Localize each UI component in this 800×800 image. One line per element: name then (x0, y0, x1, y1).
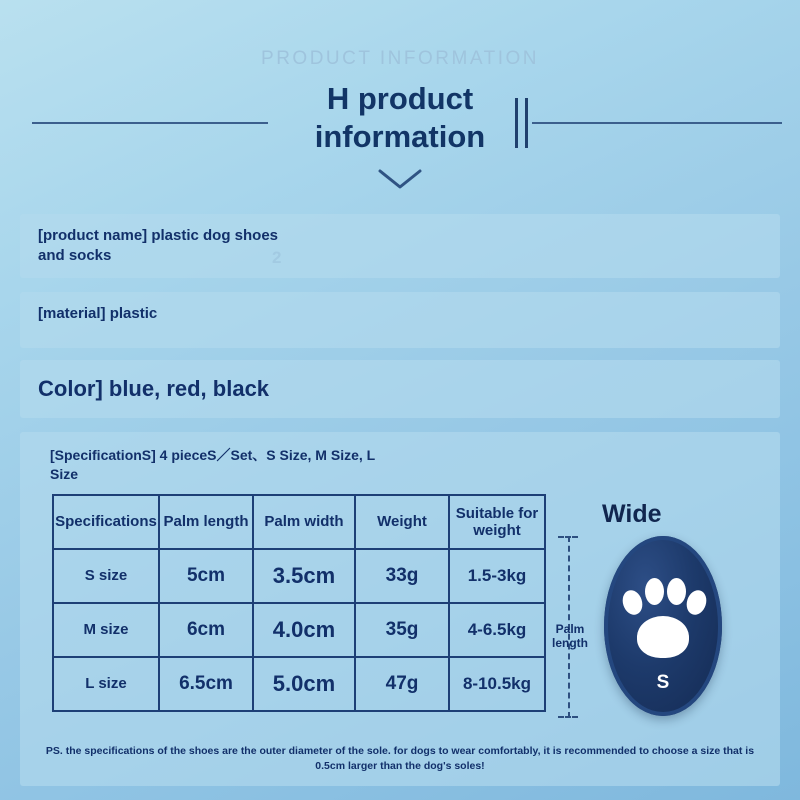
product-name-band (20, 214, 780, 278)
color-text: Color] blue, red, black (38, 376, 270, 402)
specifications-table (52, 494, 546, 712)
cell-suitable-l: 8-10.5kg (449, 657, 545, 711)
th-suitable-for-weight: Suitable for weight (449, 495, 545, 549)
th-specifications: Specifications (53, 495, 159, 549)
cell-suitable-s: 1.5-3kg (449, 549, 545, 603)
table-row (53, 657, 545, 711)
cell-palm-width-s: 3.5cm (253, 549, 355, 603)
shoe-illustration (546, 494, 766, 744)
header-rule-right (532, 122, 782, 124)
paw-main-pad (637, 616, 689, 658)
cell-size-s: S size (53, 549, 159, 603)
th-palm-width: Palm width (253, 495, 355, 549)
th-weight: Weight (355, 495, 449, 549)
header-rule-left (32, 122, 268, 124)
cell-palm-length-m: 6cm (159, 603, 253, 657)
wide-dimension-label: Wide (602, 499, 662, 528)
header-kicker: PRODUCT INFORMATION (261, 48, 539, 69)
palm-length-tick-bottom (558, 716, 578, 718)
paw-print-icon (621, 576, 705, 662)
th-palm-length: Palm length (159, 495, 253, 549)
shoe-sole-graphic (604, 536, 722, 716)
page-title: H product information (314, 81, 486, 154)
material-text: [material] plastic (38, 305, 158, 322)
cell-suitable-m: 4-6.5kg (449, 603, 545, 657)
cell-palm-length-s: 5cm (159, 549, 253, 603)
palm-length-label: Palm length (552, 621, 588, 651)
page-header (0, 0, 800, 200)
chevron-down-icon (0, 168, 800, 195)
cell-size-m: M size (53, 603, 159, 657)
header-bar-outer (515, 98, 518, 148)
palm-length-tick-top (558, 536, 578, 538)
watermark-number: 2 (272, 248, 282, 267)
page-title-wrap (0, 80, 800, 156)
table-row (53, 549, 545, 603)
ps-note: PS. the specifications of the shoes are the outer diameter of the sole. for dogs to wear comfortably, it is recommended to choose a size that is 0.5cm larger than the dog's soles! (45, 744, 755, 772)
specifications-band (20, 432, 780, 786)
material-band (20, 292, 780, 348)
product-name-text: [product name] plastic dog shoes and socks (38, 227, 279, 265)
cell-weight-l: 47g (355, 657, 449, 711)
color-band (20, 360, 780, 418)
cell-palm-length-l: 6.5cm (159, 657, 253, 711)
table-row (53, 603, 545, 657)
cell-weight-m: 35g (355, 603, 449, 657)
specifications-heading: [SpecificationS] 4 pieceS／Set、S Size, M Size, L Size (50, 447, 375, 482)
cell-palm-width-m: 4.0cm (253, 603, 355, 657)
cell-size-l: L size (53, 657, 159, 711)
shoe-size-badge: S (656, 671, 670, 693)
paw-toe-1 (620, 587, 646, 617)
cell-palm-width-l: 5.0cm (253, 657, 355, 711)
cell-weight-s: 33g (355, 549, 449, 603)
header-bar-inner (525, 98, 528, 148)
table-header-row (53, 495, 545, 549)
specifications-body (34, 494, 766, 744)
paw-toe-3 (667, 578, 686, 605)
paw-toe-4 (684, 587, 710, 617)
paw-toe-2 (645, 578, 664, 605)
